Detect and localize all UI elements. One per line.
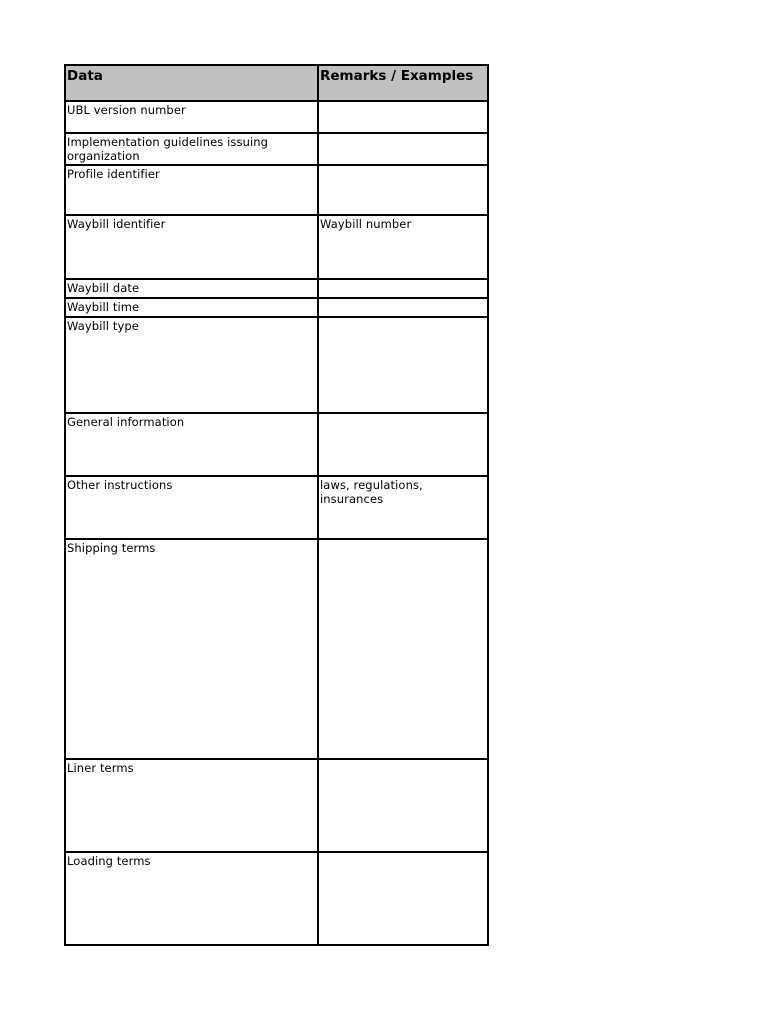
- table-row: [65, 852, 488, 945]
- cell-remarks: [318, 101, 488, 133]
- cell-remarks: laws, regulations, insurances: [318, 476, 488, 539]
- cell-remarks: Waybill number: [318, 215, 488, 279]
- cell-data: Waybill identifier: [65, 215, 318, 279]
- cell-data: Implementation guidelines issuing organization: [65, 133, 318, 165]
- cell-remarks: [318, 298, 488, 317]
- waybill-data-table: [64, 64, 489, 946]
- cell-data: Liner terms: [65, 759, 318, 852]
- table-row: [65, 279, 488, 298]
- table-row: [65, 413, 488, 476]
- cell-remarks: [318, 413, 488, 476]
- table-row: [65, 759, 488, 852]
- table-row: [65, 317, 488, 413]
- cell-remarks: [318, 539, 488, 759]
- cell-data: UBL version number: [65, 101, 318, 133]
- cell-data: Profile identifier: [65, 165, 318, 215]
- table-row: [65, 298, 488, 317]
- table-row: [65, 165, 488, 215]
- table-row: [65, 215, 488, 279]
- cell-remarks: [318, 279, 488, 298]
- header-data: Data: [65, 65, 318, 101]
- cell-remarks: [318, 317, 488, 413]
- table-row: [65, 539, 488, 759]
- cell-remarks: [318, 852, 488, 945]
- table-row: [65, 133, 488, 165]
- table-row: [65, 476, 488, 539]
- cell-data: Waybill type: [65, 317, 318, 413]
- header-remarks-examples: Remarks / Examples: [318, 65, 488, 101]
- cell-remarks: [318, 759, 488, 852]
- cell-remarks: [318, 165, 488, 215]
- table-header-row: [65, 65, 488, 101]
- cell-data: Other instructions: [65, 476, 318, 539]
- waybill-data-sheet: [64, 64, 487, 946]
- cell-data: Loading terms: [65, 852, 318, 945]
- cell-remarks: [318, 133, 488, 165]
- cell-data: General information: [65, 413, 318, 476]
- cell-data: Shipping terms: [65, 539, 318, 759]
- cell-data: Waybill time: [65, 298, 318, 317]
- cell-data: Waybill date: [65, 279, 318, 298]
- table-row: [65, 101, 488, 133]
